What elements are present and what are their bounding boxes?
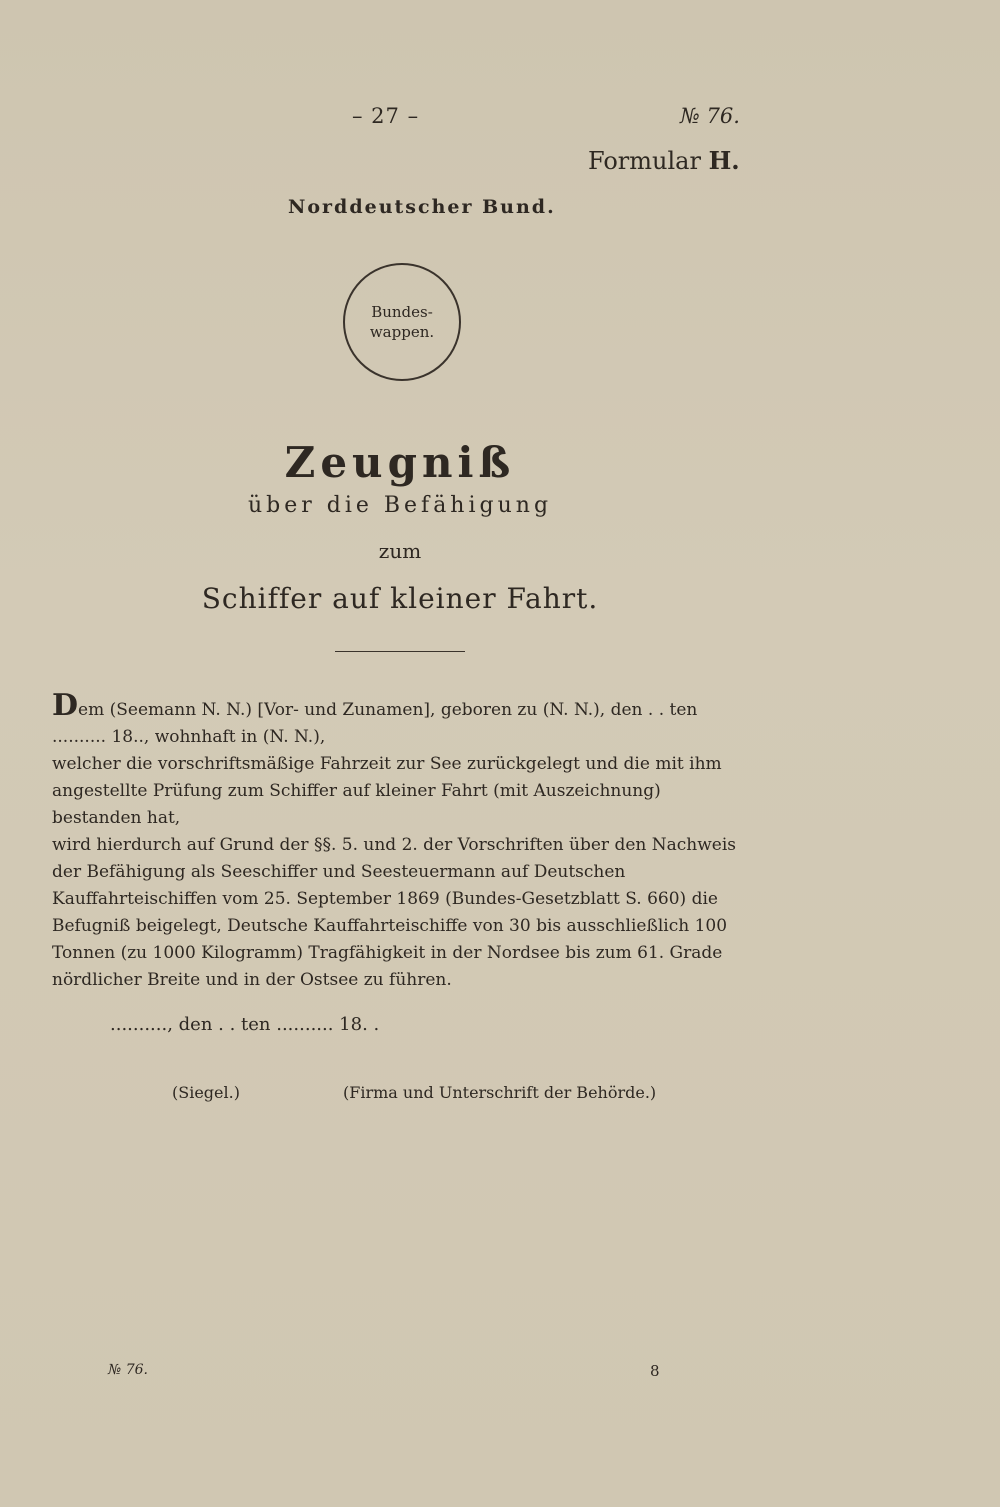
body-paragraph-3: wird hierdurch auf Grund der §§. 5. und 2. der Vorschriften über den Nachweis der Befähigung als Seeschiffer und Seesteuermann auf Deutschen Kauffahrteischiffen vom 25. September 1869 (Bundes-Gesetzblatt S. 660) die Befugniß beigelegt, Deutsche Kauffahrteischiffe von 30 bis ausschließlich 100 Tonnen (zu 1000 Kilogramm) Tragfähigkeit in der Nordsee bis zum 61. Grade nördlicher Breite und in der Ostsee zu führen. — [52, 835, 737, 990]
formular-word: Formular — [588, 147, 701, 175]
footer-form-number: № 76. — [108, 1362, 148, 1378]
title-line-4: Schiffer auf kleiner Fahrt. — [201, 582, 599, 615]
certificate-body — [52, 688, 752, 994]
formular-letter: H. — [708, 146, 740, 175]
body-line-2: .......... 18.., wohnhaft in (N. N.), — [52, 727, 326, 747]
seal-line-2: wappen. — [369, 323, 435, 341]
certificate-title: Zeugniß — [284, 438, 516, 487]
title-line-3: zum — [378, 539, 422, 563]
coat-of-arms-placeholder — [343, 263, 461, 381]
body-paragraph-2: welcher die vorschriftsmäßige Fahrzeit zur See zurückgelegt und die mit ihm angestellte Prüfung zum Schiffer auf kleiner Fahrt (mit Auszeichnung) bestanden hat, — [52, 754, 722, 828]
formular-label — [588, 146, 740, 175]
drop-cap: D — [52, 688, 79, 723]
divider-rule — [335, 651, 465, 652]
body-line-1-text: em (Seemann N. N.) [Vor- und Zunamen], geboren zu (N. N.), den . . ten — [78, 700, 698, 720]
confederation-heading: Norddeutscher Bund. — [288, 196, 556, 218]
form-number: № 76. — [680, 104, 740, 128]
seal-label: (Siegel.) — [172, 1083, 240, 1102]
body-line-1 — [52, 688, 752, 724]
title-line-2: über die Befähigung — [247, 493, 553, 518]
date-line: .........., den . . ten .......... 18. . — [110, 1014, 380, 1035]
page-number: – 27 – — [352, 104, 420, 128]
seal-line-1: Bundes- — [371, 303, 433, 321]
authority-signature-label: (Firma und Unterschrift der Behörde.) — [343, 1083, 657, 1102]
footer-signature-mark: 8 — [650, 1362, 660, 1380]
